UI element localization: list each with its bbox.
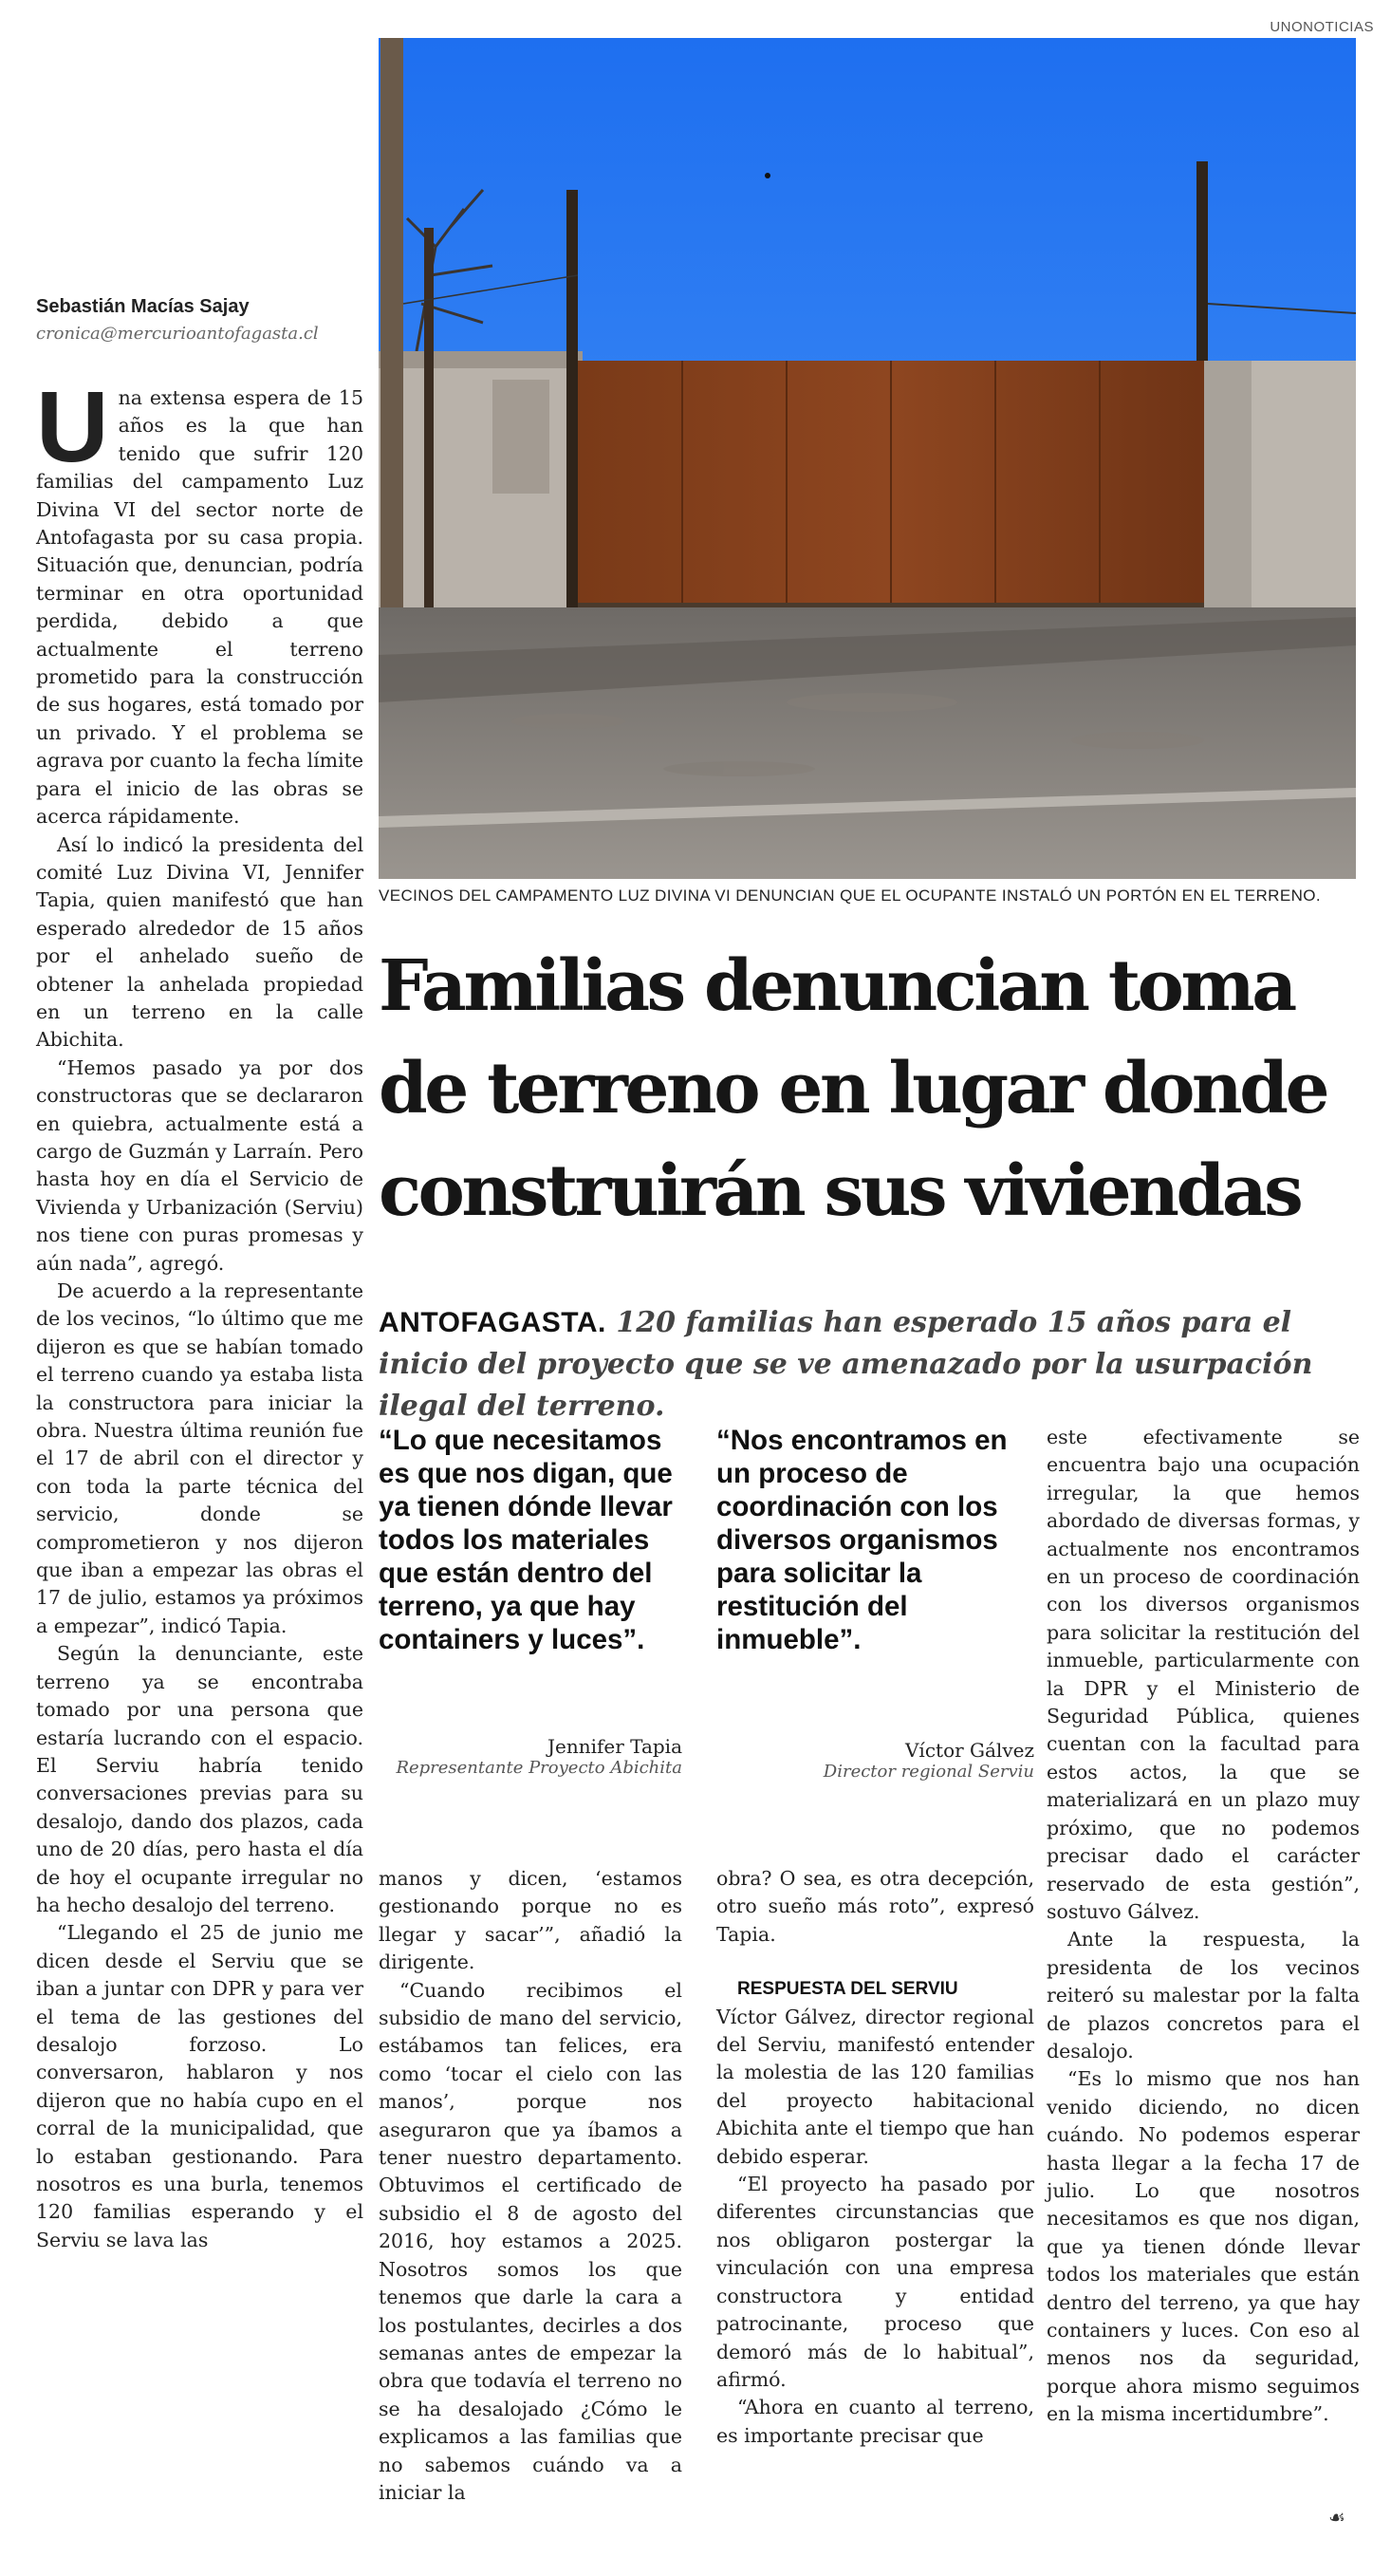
pull-quote-galvez	[716, 1424, 1034, 1656]
article-photo	[379, 38, 1356, 879]
gate-photo-illustration	[379, 38, 1356, 879]
quote-author: Víctor Gálvez	[904, 1739, 1034, 1762]
paragraph: “El proyecto ha pasado por diferentes circunstancias que nos obligaron postergar la vinculación con una empresa constructora y entidad patrocinante, proceso que demoró más de lo habitual”, afirmó.	[716, 2173, 1034, 2391]
quote-author-role: Representante Proyecto Abichita	[396, 1758, 682, 1778]
column-4	[1047, 1424, 1360, 2429]
byline	[36, 296, 378, 344]
column-3	[716, 1865, 1034, 2450]
quote-author: Jennifer Tapia	[547, 1735, 682, 1758]
paragraph: este efectivamente se encuentra bajo una ocupación irregular, la que hemos abordado de diversas formas, y actualmente nos encontramos en un proceso de coordinación con los diversos organismos para solicitar la restitución del inmueble, particularmente con la DPR y el Ministerio de Seguridad Pública, quienes cuentan con la facultad para estos actos, la que se materializará en un plazo muy próximo, que no podemos precisar dado el carácter reservado de esta gestión”, sostuvo Gálvez.	[1047, 1426, 1360, 1923]
paragraph: Según la denunciante, este terreno ya se encontraba tomado por una persona que estaría lucrando con el espacio. El Serviu habría tenido conversaciones previas para su desalojo, dando dos plazos, cada uno de 20 días, pero hasta el día de hoy el ocupante irregular no ha hecho desalojo del terreno.	[36, 1642, 363, 1916]
paragraph: Víctor Gálvez, director regional del Serviu, manifestó entender la molestia de las 120 familias del proyecto habitacional Abichita ante el tiempo que han debido esperar.	[716, 2005, 1034, 2168]
end-of-article-icon: ☙	[1328, 2508, 1345, 2529]
lead-paragraph	[379, 1302, 1375, 1428]
column-2	[379, 1865, 682, 2507]
photo-caption: VECINOS DEL CAMPAMENTO LUZ DIVINA VI DENUNCIAN QUE EL OCUPANTE INSTALÓ UN PORTÓN EN EL TERRENO.	[379, 887, 1322, 905]
quote-attribution-galvez	[716, 1739, 1034, 1782]
section-subhead: RESPUESTA DEL SERVIU	[737, 1979, 958, 2000]
paragraph: “Es lo mismo que nos han venido diciendo, no dicen cuándo. No podemos esperar hasta llegar a la fecha 17 de julio. Lo que nosotros necesitamos es que nos digan, que ya tienen dónde llevar todos los materiales que están dentro del terreno, ya que hay containers y luces. Con eso al menos nos da seguridad, porque ahora mismo seguimos en la misma incertidumbre”.	[1047, 2067, 1360, 2426]
pull-quote-tapia	[379, 1424, 682, 1656]
quote-text: “Nos encontramos en un proceso de coordinación con los diversos organismos para solicitar la restitución del inmueble”.	[716, 1425, 1008, 1655]
publication-brand: UNONOTICIAS	[1270, 19, 1374, 35]
paragraph: “Cuando recibimos el subsidio de mano del servicio, estábamos tan felices, era como ‘tocar el cielo con las manos’, porque nos aseguraron que ya íbamos a tener nuestro departamento. Obtuvimos el certificado de subsidio el 8 de agosto del 2016, hoy estamos a 2025. Nosotros somos los que tenemos que darle la cara a los postulantes, decirles a dos semanas antes de empezar la obra que todavía el terreno no se ha desalojado ¿Cómo le explicamos a las familias que no sabemos cuándo va a iniciar la	[379, 1978, 682, 2504]
paragraph: De acuerdo a la representante de los vecinos, “lo último que me dijeron es que se habían tomado el terreno cuando ya estaba lista la constructora para iniciar la obra. Nuestra última reunión fue el 17 de abril con el director y con toda la parte técnica del servicio, donde se comprometieron y nos dijeron que iban a empezar las obras el 17 de julio, estamos ya próximos a empezar”, indicó Tapia.	[36, 1279, 363, 1637]
quote-text: “Lo que necesitamos es que nos digan, que ya tienen dónde llevar todos los materiales que están dentro del terreno, ya que hay containers y luces”.	[379, 1425, 673, 1655]
lead-text: 120 familias han esperado 15 años para el inicio del proyecto que se ve amenazado por la usurpación ilegal del terreno.	[379, 1306, 1313, 1423]
author-email[interactable]: cronica@mercurioantofagasta.cl	[36, 324, 319, 344]
paragraph: obra? O sea, es otra decepción, otro sueño más roto”, expresó Tapia.	[716, 1867, 1034, 1946]
quote-author-role: Director regional Serviu	[823, 1762, 1034, 1782]
lead-location: ANTOFAGASTA.	[379, 1307, 606, 1338]
column-1	[36, 371, 363, 2254]
paragraph: “Llegando el 25 de junio me dicen desde el Serviu que se iban a juntar con DPR y para ver el tema de las gestiones del desalojo forzoso. Lo conversaron, hablaron y nos dijeron que no había cupo en el corral de la municipalidad, que lo estaban gestionando. Para nosotros es una burla, tenemos 120 familias esperando y el Serviu se lava las	[36, 1921, 363, 2251]
headline: Familias denuncian toma de terreno en lugar donde construirán sus viviendas	[379, 945, 1327, 1232]
paragraph: Así lo indicó la presidenta del comité Luz Divina VI, Jennifer Tapia, quien manifestó que han esperado alrededor de 15 años por el anhelado sueño de obtener la anhelada propiedad en un terreno en la calle Abichita.	[36, 832, 363, 1052]
paragraph: Una extensa espera de 15 años es la que han tenido que sufrir 120 familias del campamento Luz Divina VI del sector norte de Antofagasta por su casa propia. Situación que, denuncian, podría terminar en otra oportunidad perdida, debido a que actualmente el terreno prometido para la construcción de sus hogares, está tomado por un privado. Y el problema se agrava por cuanto la fecha límite para el inicio de las obras se acerca rápidamente.	[36, 371, 363, 829]
paragraph: “Ahora en cuanto al terreno, es importante precisar que	[716, 2396, 1034, 2447]
author-name: Sebastián Macías Sajay	[36, 296, 250, 317]
paragraph: Ante la respuesta, la presidenta de los vecinos reiteró su malestar por la falta de plazos concretos para el desalojo.	[1047, 1928, 1360, 2063]
quote-attribution-tapia	[379, 1735, 682, 1778]
drop-cap: U	[36, 371, 109, 483]
paragraph: manos y dicen, ‘estamos gestionando porque no es llegar y sacar’”, añadió la dirigente.	[379, 1867, 682, 1974]
paragraph: “Hemos pasado ya por dos constructoras que se declararon en quiebra, actualmente está a cargo de Guzmán y Larraín. Pero hasta hoy en día el Servicio de Vivienda y Urbanización (Serviu) nos tiene con puras promesas y aún nada”, agregó.	[36, 1055, 363, 1275]
